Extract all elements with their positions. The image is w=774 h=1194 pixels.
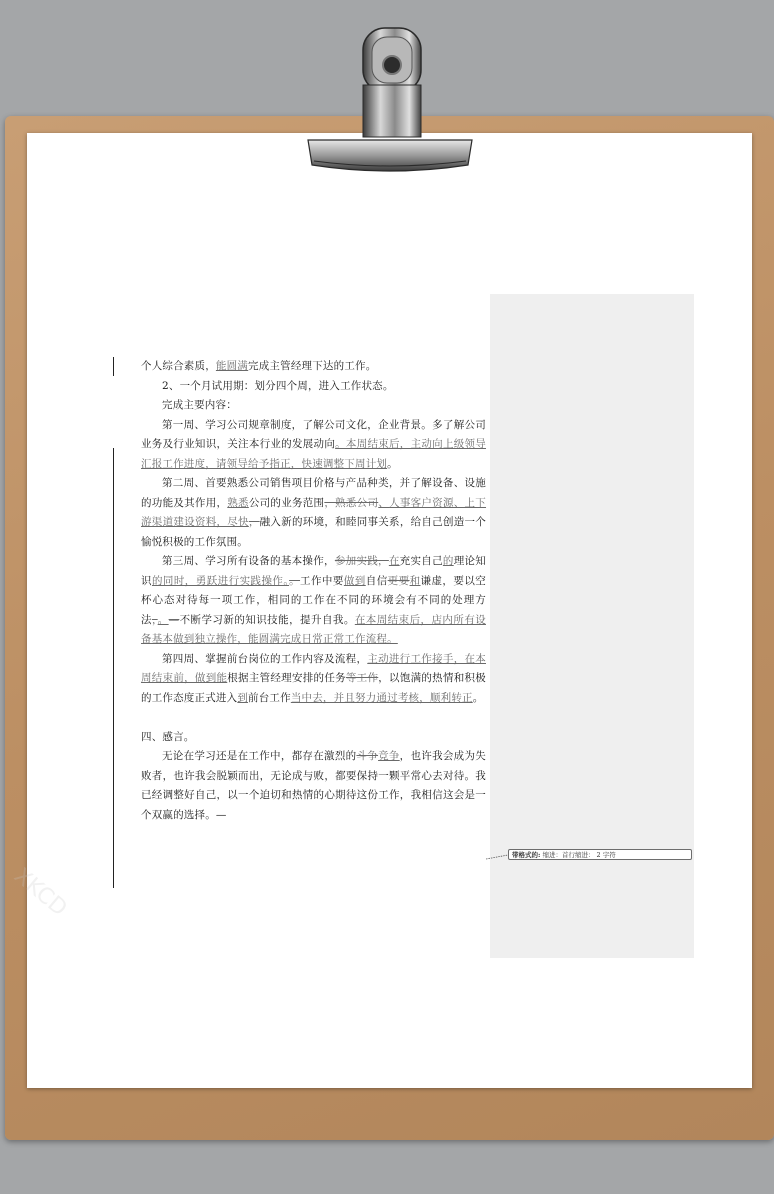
insertion: 的 [442, 555, 454, 567]
paragraph-qualities: 个人综合素质，能圆满完成主管经理下达的工作。 [141, 360, 377, 372]
paragraph-week4: 第四周、掌握前台岗位的工作内容及流程，主动进行工作接手，在本周结束前，做到能根据主管经理安排的任务等工作，以饱满的热情和积极的工作态度正式进入到前台工作当中去，并且努力通过考核，顺利转正。 [141, 652, 486, 704]
deletion: 斗争 [356, 750, 379, 762]
deletion: ，熟悉公司 [324, 496, 379, 509]
deletion: 等工作 [345, 672, 379, 684]
binder-clip-icon [300, 25, 480, 180]
paragraph-week2: 第二周、首要熟悉公司销售项目价格与产品种类，并了解设备、设施的功能及其作用，熟悉公司的业务范围，熟悉公司、人事客户资源、上下游渠道建设资料，尽快，融入新的环境，和睦同事关系，给自己创造一个愉悦积极的工作氛围。 [141, 477, 487, 548]
deletion: 更要 [387, 574, 410, 587]
document-body[interactable] [141, 357, 486, 825]
deletion: 。 [289, 574, 301, 587]
deletion: ， [151, 613, 158, 626]
deletion: 参加实践， [334, 555, 389, 567]
insertion: 到 [237, 691, 249, 704]
insertion: 。 [157, 613, 169, 626]
comment-label: 带格式的: [512, 851, 541, 859]
deletion: — [168, 613, 180, 626]
change-bar [113, 448, 114, 888]
comment-connector-line [486, 854, 508, 860]
insertion: 和 [409, 574, 421, 587]
insertion: 在本周结束后，店内所有设备基本做到独立操作，能圆满完成日常正常工作流程。 [141, 613, 486, 645]
deletion: ， [248, 516, 260, 528]
change-bar [113, 357, 114, 376]
insertion: 人事客户资源、上下游渠道建设资料，尽快 [141, 496, 487, 528]
paragraph-main-content: 完成主要内容： [162, 399, 237, 411]
paragraph-week3: 第三周、学习所有设备的基本操作，参加实践，在充实自己的理论知识的同时，勇跃进行实践操作。。工作中要做到自信更要和谦虚，要以空杯心态对待每一项工作，相同的工作在不同的环境会有不同的处理方法，。—不断学习新的知识技能，提升自我。在本周结束后，店内所有设备基本做到独立操作，能圆满完成日常正常工作流程。 [141, 555, 487, 645]
insertion: 熟悉 [227, 496, 249, 509]
paragraph-trial: 2、一个月试用期：划分四个周，进入工作状态。 [162, 379, 394, 392]
insertion: 、 [378, 496, 390, 509]
insertion: 主动进行工作接手，在本周结束前，做到能 [141, 652, 486, 684]
paragraph-week1: 第一周、学习公司规章制度，了解公司文化，企业背景。多了解公司业务及行业知识，关注本行业的发展动向。本周结束后，主动向上级领导汇报工作进度，请领导给予指正，快速调整下周计划。 [141, 418, 486, 470]
insertion: 做到 [343, 574, 366, 587]
watermark: XKCD [9, 863, 72, 922]
format-comment-balloon[interactable] [508, 849, 692, 860]
insertion: 当中去，并且努力通过考核，顺利转正 [290, 691, 473, 704]
insertion: 能圆满 [215, 360, 249, 372]
comment-detail: 缩进：首行缩进： 2 字符 [542, 851, 616, 859]
paragraph-thanks: 无论在学习还是在工作中，都存在激烈的斗争竞争，也许我会成为失败者，也许我会脱颖而出，无论成与败，都要保持一颗平常心去对待。我已经调整好自己，以一个迫切和热情的心期待这份工作，我相信这会是一个双赢的选择。— [141, 750, 486, 821]
insertion: 竞争 [378, 750, 400, 762]
insertion: 在 [388, 555, 400, 567]
insertion: 。本周结束后，主动向上级领导汇报工作进度，请领导给予指正，快速调整下周计划 [141, 438, 486, 470]
section-heading-thanks: 四、感言。 [141, 730, 195, 743]
insertion: 的同时，勇跃进行实践操作。 [151, 574, 290, 587]
